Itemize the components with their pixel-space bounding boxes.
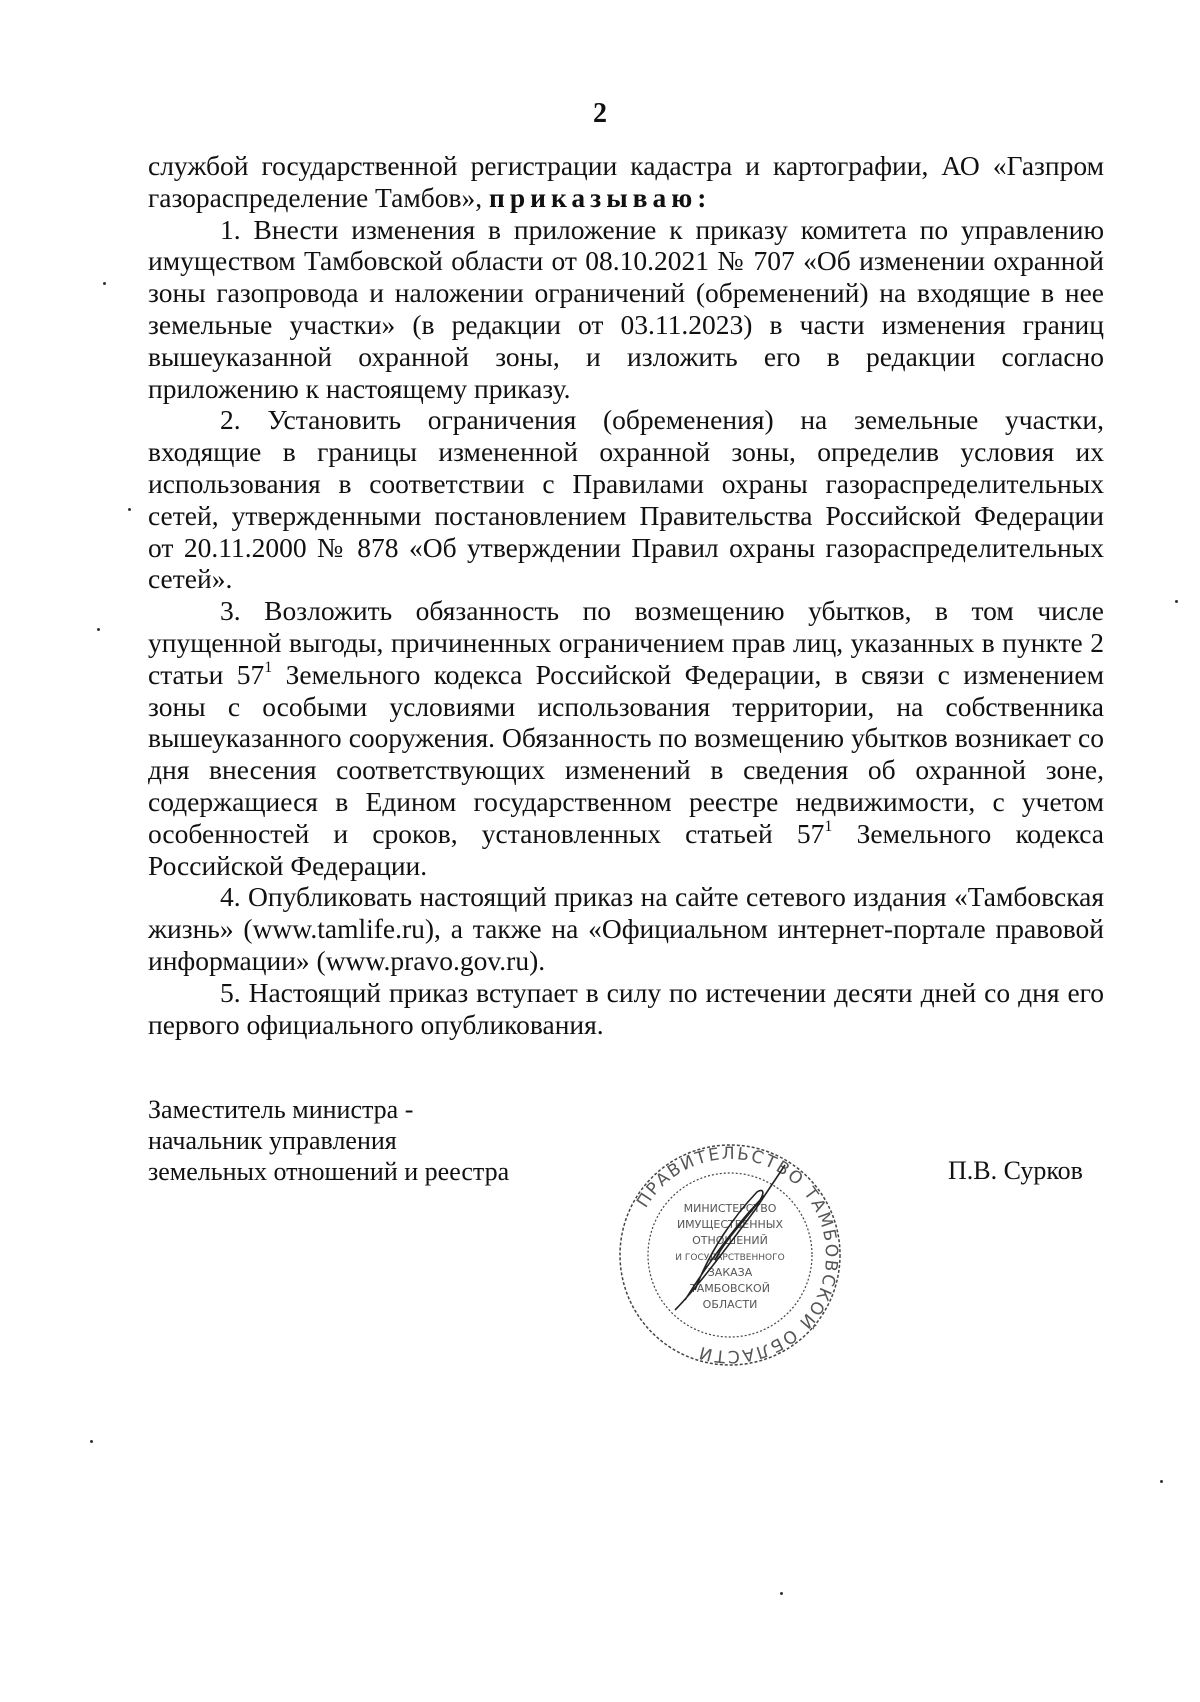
scan-speck xyxy=(103,282,106,285)
scan-speck xyxy=(128,508,131,511)
scan-speck xyxy=(1160,1480,1163,1483)
superscript-1: 1 xyxy=(264,658,273,676)
order-item-3 xyxy=(148,595,1104,881)
signatory-position xyxy=(148,1094,509,1187)
svg-text:ИМУЩЕСТВЕННЫХ: ИМУЩЕСТВЕННЫХ xyxy=(676,1218,784,1231)
intro-paragraph xyxy=(148,150,1104,214)
svg-text:МИНИСТЕРСТВО: МИНИСТЕРСТВО xyxy=(683,1202,777,1215)
order-item-4: 4. Опубликовать настоящий приказ на сайте сетевого издания «Тамбовская жизнь» (www.tamlife.ru), а также на «Официальном интернет-портале правовой информации» (www.pravo.gov.ru). xyxy=(148,881,1104,976)
item-3-text-a: 3. Возложить обязанность по возмещению убытков, в том числе упущенной выгоды, причиненных ограничением прав лиц, указанных в пункте 2 статьи 57 xyxy=(148,595,1104,690)
scan-speck xyxy=(90,1440,93,1443)
scan-speck xyxy=(780,1592,783,1595)
position-line: земельных отношений и реестра xyxy=(148,1157,510,1186)
seal-outer-text: ПРАВИТЕЛЬСТВО ТАМБОВСКОЙ ОБЛАСТИ xyxy=(633,1143,842,1367)
item-3-text-b: Земельного кодекса Российской Федерации, в связи с изменением зоны с особыми условиями использования территории, на собственника вышеуказанного сооружения. Обязанность по возмещению убытков возникает со дня внесения соответствующих изменений в сведения об охранной зоне, содержащиеся в Едином государственном реестре недвижимости, с учетом особенностей и сроков, установленных статьей 57 xyxy=(148,658,1104,849)
svg-text:ОТНОШЕНИЙ: ОТНОШЕНИЙ xyxy=(692,1234,768,1247)
item-3-text-c: Земельного кодекса Российской Федерации. xyxy=(148,817,1104,881)
position-line: начальник управления xyxy=(148,1126,397,1155)
svg-text:И ГОСУДАРСТВЕННОГО: И ГОСУДАРСТВЕННОГО xyxy=(675,1253,785,1263)
intro-text: службой государственной регистрации кадастра и картографии, АО «Газпром газораспределение Тамбов», xyxy=(148,150,1104,213)
order-item-5: 5. Настоящий приказ вступает в силу по истечении десяти дней со дня его первого официального опубликования. xyxy=(148,976,1104,1040)
svg-text:ЗАКАЗА: ЗАКАЗА xyxy=(707,1266,753,1279)
document-body xyxy=(148,150,1104,1040)
position-line: Заместитель министра - xyxy=(148,1095,414,1124)
page-number: 2 xyxy=(593,98,607,129)
decree-word: приказываю: xyxy=(489,181,712,213)
scan-speck xyxy=(1175,600,1178,603)
svg-text:ОБЛАСТИ: ОБЛАСТИ xyxy=(702,1298,758,1311)
order-item-2: 2. Установить ограничения (обременения) на земельные участки, входящие в границы измененной охранной зоны, определив условия их использования в соответствии с Правилами охраны газораспределительных сетей, утвержденными постановлением Правительства Российской Федерации от 20.11.2000 № 878 «Об утверждении Правил охраны газораспределительных сетей». xyxy=(148,404,1104,595)
order-item-1: 1. Внести изменения в приложение к приказу комитета по управлению имуществом Тамбовской области от 08.10.2021 № 707 «Об изменении охранной зоны газопровода и наложении ограничений (обременений) на входящие в нее земельные участки» (в редакции от 03.11.2023) в части изменения границ вышеуказанной охранной зоны, и изложить его в редакции согласно приложению к настоящему приказу. xyxy=(148,213,1104,404)
official-seal xyxy=(615,1140,845,1370)
scan-speck xyxy=(97,628,100,631)
svg-text:ТАМБОВСКОЙ: ТАМБОВСКОЙ xyxy=(690,1282,770,1295)
signer-name: П.В. Сурков xyxy=(948,1156,1083,1185)
seal-inner-text xyxy=(675,1202,784,1311)
superscript-2: 1 xyxy=(824,817,833,835)
